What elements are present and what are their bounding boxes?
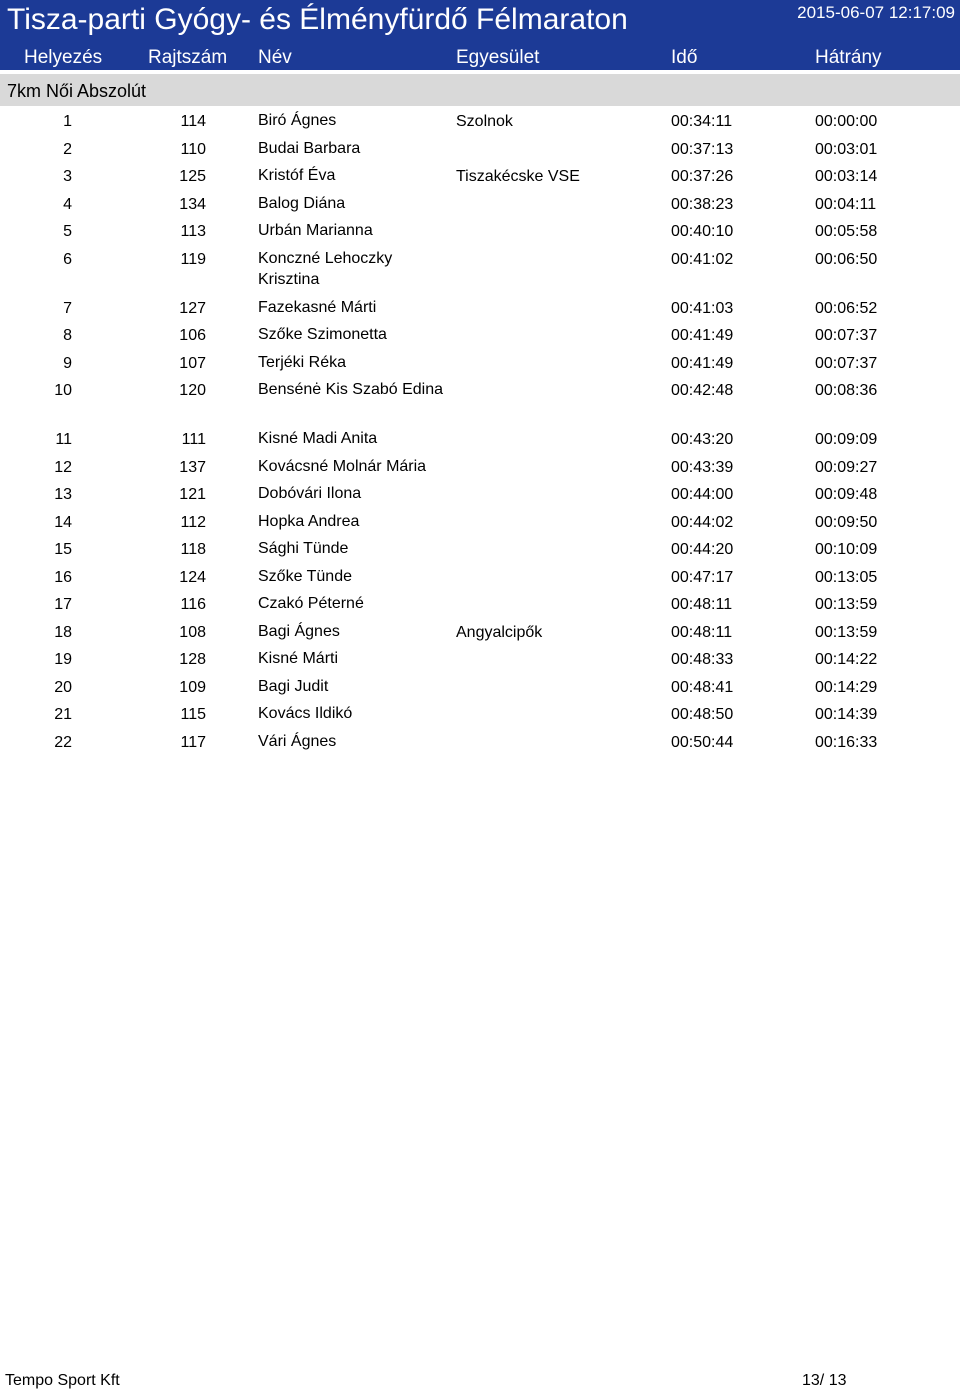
bib-cell: 137 [179,458,206,476]
table-row [0,324,960,352]
gap-cell: 00:16:33 [815,733,878,751]
gap-cell: 00:14:39 [815,706,878,723]
time-cell: 00:37:13 [671,140,734,158]
column-header-time: Idő [671,47,698,68]
bib-cell: 113 [180,223,206,240]
name-cell: Kristóf Éva [258,167,336,184]
rank-cell: 11 [55,431,72,448]
rank-cell: 9 [63,354,72,372]
bib-cell: 134 [179,195,206,213]
name-cell: Bensénė Kis Szabó Edina [258,381,444,398]
time-cell: 00:41:03 [671,299,734,317]
bib-cell: 127 [179,299,206,317]
table-row [0,538,960,566]
gap-cell: 00:09:48 [815,486,878,503]
bib-cell: 109 [179,678,206,696]
gap-cell: 00:03:14 [815,168,878,185]
bib-cell: 107 [179,354,206,372]
bib-cell: 125 [179,168,206,185]
gap-cell: 00:07:37 [815,354,878,372]
bib-cell: 119 [180,250,206,268]
gap-cell: 00:06:50 [815,250,878,268]
name-cell: Sághi Tünde [258,540,349,557]
name-cell: Konczné Lehoczky Krisztina [258,249,393,288]
time-cell: 00:48:11 [671,623,733,641]
rank-cell: 12 [54,458,72,476]
name-cell: Urbán Marianna [258,222,373,239]
page-title: Tisza-parti Gyógy- és Élményfürdő Félmaraton [7,3,628,36]
gap-cell: 00:04:11 [815,195,877,213]
rank-cell: 13 [54,486,72,503]
name-cell: Bagi Ágnes [258,622,340,640]
bib-cell: 128 [179,651,206,668]
table-row [0,297,960,325]
name-cell: Kovács Ildikó [258,705,353,722]
rank-cell: 19 [54,651,72,668]
footer-page-number: 13/ 13 [802,1372,847,1389]
table-row [0,593,960,621]
bib-cell: 114 [180,113,206,130]
time-cell: 00:50:44 [671,733,734,751]
gap-cell: 00:13:59 [815,596,878,613]
table-row [0,379,960,428]
table-row [0,703,960,731]
time-cell: 00:41:49 [671,327,734,344]
footer-company: Tempo Sport Kft [5,1372,120,1389]
title-bar [0,0,960,70]
rank-cell: 20 [54,678,72,696]
table-row [0,248,960,297]
club-cell: Angyalcipők [456,623,543,641]
time-cell: 00:44:00 [671,486,734,503]
rank-cell: 17 [54,596,72,613]
time-cell: 00:41:02 [671,250,734,268]
rank-cell: 10 [54,382,72,399]
time-cell: 00:48:11 [671,596,733,613]
bib-cell: 111 [181,431,206,448]
rank-cell: 16 [54,568,72,586]
gap-cell: 00:14:22 [815,651,878,668]
bib-cell: 110 [180,140,206,158]
column-header-rank: Helyezés [24,47,103,68]
gap-cell: 00:06:52 [815,299,878,317]
gap-cell: 00:09:27 [815,458,878,476]
rank-cell: 1 [63,113,72,130]
table-row [0,428,960,456]
rank-cell: 3 [63,168,72,185]
name-cell: Bagi Judit [258,677,329,695]
rank-cell: 4 [63,195,72,213]
name-cell: Hopka Andrea [258,512,360,530]
table-row [0,456,960,484]
bib-cell: 120 [179,382,206,399]
category-bar [0,74,960,106]
category-label: 7km Női Abszolút [7,81,147,101]
table-row [0,483,960,511]
table-row [0,676,960,704]
gap-cell: 00:03:01 [815,140,878,158]
bib-cell: 121 [179,486,206,503]
column-header-gap: Hátrány [815,47,882,68]
name-cell: Szőke Szimonetta [258,326,387,343]
rank-cell: 14 [54,513,72,531]
rank-cell: 8 [63,327,72,344]
gap-cell: 00:13:05 [815,568,878,586]
name-cell: Czakó Péterné [258,595,364,612]
gap-cell: 00:09:50 [815,513,878,531]
bib-cell: 116 [180,596,206,613]
print-timestamp: 2015-06-07 12:17:09 [797,3,955,22]
bib-cell: 118 [180,541,206,558]
name-cell: Budai Barbara [258,139,361,157]
rank-cell: 18 [54,623,72,641]
time-cell: 00:40:10 [671,223,734,240]
gap-cell: 00:13:59 [815,623,878,641]
table-row [0,138,960,166]
club-cell: Szolnok [456,113,513,130]
gap-cell: 00:07:37 [815,327,878,344]
rank-cell: 6 [63,250,72,268]
name-cell: Biró Ágnes [258,112,337,129]
table-row [0,648,960,676]
table-row [0,511,960,539]
time-cell: 00:44:20 [671,541,734,558]
time-cell: 00:44:02 [671,513,734,531]
rank-cell: 2 [63,140,72,158]
time-cell: 00:41:49 [671,354,734,372]
time-cell: 00:43:39 [671,458,734,476]
column-header-club: Egyesület [456,47,540,68]
bib-cell: 112 [180,513,206,531]
results-table [0,110,960,758]
bib-cell: 124 [179,568,206,586]
name-cell: Vári Ágnes [258,732,337,750]
table-row [0,731,960,759]
time-cell: 00:48:33 [671,651,734,668]
gap-cell: 00:08:36 [815,382,878,399]
column-header-name: Név [258,47,292,68]
time-cell: 00:34:11 [671,113,733,130]
time-cell: 00:37:26 [671,168,734,185]
name-cell: Kovácsné Molnár Mária [258,457,427,475]
column-header-row [0,45,960,71]
rank-cell: 7 [63,299,72,317]
rank-cell: 5 [63,223,72,240]
time-cell: 00:42:48 [671,382,734,399]
rank-cell: 15 [54,541,72,558]
bib-cell: 108 [179,623,206,641]
name-cell: Szőke Tünde [258,567,352,585]
gap-cell: 00:10:09 [815,541,878,558]
gap-cell: 00:00:00 [815,113,878,130]
gap-cell: 00:14:29 [815,678,878,696]
table-row [0,193,960,221]
table-row [0,165,960,193]
rank-cell: 22 [54,733,72,751]
name-cell: Kisné Madi Anita [258,430,378,447]
club-cell: Tiszakécske VSE [456,168,580,185]
table-row [0,220,960,248]
bib-cell: 115 [180,706,206,723]
table-row [0,110,960,138]
time-cell: 00:48:41 [671,678,734,696]
gap-cell: 00:05:58 [815,223,878,240]
name-cell: Balog Diána [258,194,346,212]
bib-cell: 106 [179,327,206,344]
bib-cell: 117 [180,733,206,751]
table-row [0,352,960,380]
name-cell: Kisné Márti [258,650,339,667]
time-cell: 00:38:23 [671,195,734,213]
column-header-bib: Rajtszám [148,47,228,68]
gap-cell: 00:09:09 [815,431,878,448]
time-cell: 00:47:17 [671,568,734,586]
name-cell: Terjéki Réka [258,353,347,371]
time-cell: 00:48:50 [671,706,734,723]
table-row [0,621,960,649]
time-cell: 00:43:20 [671,431,734,448]
table-row [0,566,960,594]
name-cell: Dobóvári Ilona [258,485,362,502]
rank-cell: 21 [54,706,72,723]
name-cell: Fazekasné Márti [258,298,377,316]
